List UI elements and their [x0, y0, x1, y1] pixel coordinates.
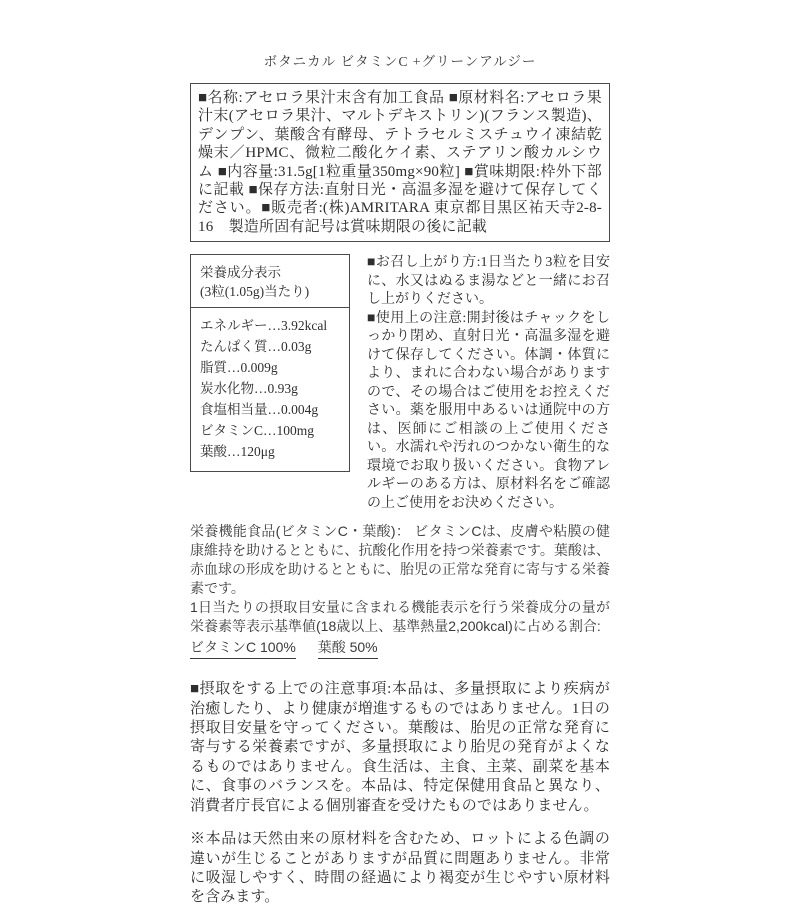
nutrition-row-carbohydrate: 炭水化物…0.93g: [200, 381, 298, 397]
nutrition-row-vitamin-c: ビタミンC…100mg: [200, 423, 315, 439]
nutrition-row-protein: たんぱく質…0.03g: [200, 339, 312, 355]
usage-column: [367, 254, 610, 513]
nutrition-row-fat: 脂質…0.009g: [200, 360, 278, 376]
product-title: ボタニカル ビタミンC +グリーンアルジー: [263, 54, 537, 69]
folic-acid-ratio: 葉酸 50%: [318, 638, 378, 659]
how-to-take-text: ■お召し上がり方:1日当たり3粒を目安に、水又はぬるま湯などと一緒にお召し上がりください。: [367, 255, 610, 308]
nutrition-row-salt: 食塩相当量…0.004g: [200, 402, 319, 418]
warnings-section: [190, 680, 610, 907]
functional-food-description: 栄養機能食品(ビタミンC・葉酸)： ビタミンCは、皮膚や粘膜の健康維持を助けるとともに、抗酸化作用を持つ栄養素です。葉酸は、赤血球の形成を助けるとともに、胎児の正常な発育に寄与する栄養素です。: [190, 523, 610, 597]
nutrition-facts-rows: [191, 308, 349, 471]
nutrition-facts-box: [190, 254, 350, 472]
nutrition-facts-serving: (3粒(1.05g)当たり): [200, 284, 310, 300]
product-info-text: ■名称:アセロラ果汁末含有加工食品 ■原材料名:アセロラ果汁末(アセロラ果汁、マルトデキストリン)(フランス製造)、デンプン、葉酸含有酵母、テトラセルミスチュウイ凍結乾燥末／HPMC、微粒二酸化ケイ素、ステアリン酸カルシウム ■内容量:31.5g[1粒重量350mg×90粒] ■賞味期限:枠外下部に記載 ■保存方法:直射日光・高温多湿を避けて保存してください。■販売者:(株)AMRITARA 東京都目黒区祐天寺2-8-16 製造所固有記号は賞味期限の後に記載: [198, 90, 602, 235]
intake-warning-text: ■摂取をする上での注意事項:本品は、多量摂取により疾病が治癒したり、より健康が増進するものではありません。1日の摂取目安量を守ってください。葉酸は、胎児の正常な発育に寄与する栄養素ですが、多量摂取により胎児の発育がよくなるものではありません。食生活は、主食、主菜、副菜を基本に、食事のバランスを。本品は、特定保健用食品と異なり、消費者庁長官による個別審査を受けたものではありません。: [190, 681, 610, 814]
ratio-line: [190, 638, 610, 659]
usage-precautions-text: ■使用上の注意:開封後はチャックをしっかり閉め、直射日光・高温多湿を避けて保存してください。体調・体質により、まれに合わない場合がありますので、その場合はご使用をお控えください。薬を服用中あるいは通院中の方は、医師にご相談の上ご使用ください。水濡れや汚れのつかない衛生的な環境でお取り扱いください。食物アレルギーのある方は、原材料名をご確認の上ご使用をお決めください。: [367, 310, 610, 511]
natural-ingredients-note: ※本品は天然由来の原材料を含むため、ロットによる色調の違いが生じることがありますが品質に問題ありません。非常に吸湿しやすく、時間の経過により褐変が生じやすい原材料を含みます。: [190, 831, 610, 906]
nutrition-row-folic-acid: 葉酸…120μg: [200, 444, 275, 460]
product-info-box: [190, 83, 610, 242]
vitamin-c-ratio: ビタミンC 100%: [190, 638, 296, 659]
nutrition-facts-header: [191, 255, 349, 308]
daily-ratio-note: 1日当たりの摂取目安量に含まれる機能表示を行う栄養成分の量が栄養素等表示基準値(18歳以上、基準熱量2,200kcal)に占める割合:: [190, 599, 610, 635]
nutrition-facts-title: 栄養成分表示: [200, 265, 281, 281]
nutrition-row-energy: エネルギー…3.92kcal: [200, 318, 328, 334]
functional-claims-section: [190, 522, 610, 659]
middle-columns: [190, 254, 610, 513]
product-label: [190, 0, 610, 908]
